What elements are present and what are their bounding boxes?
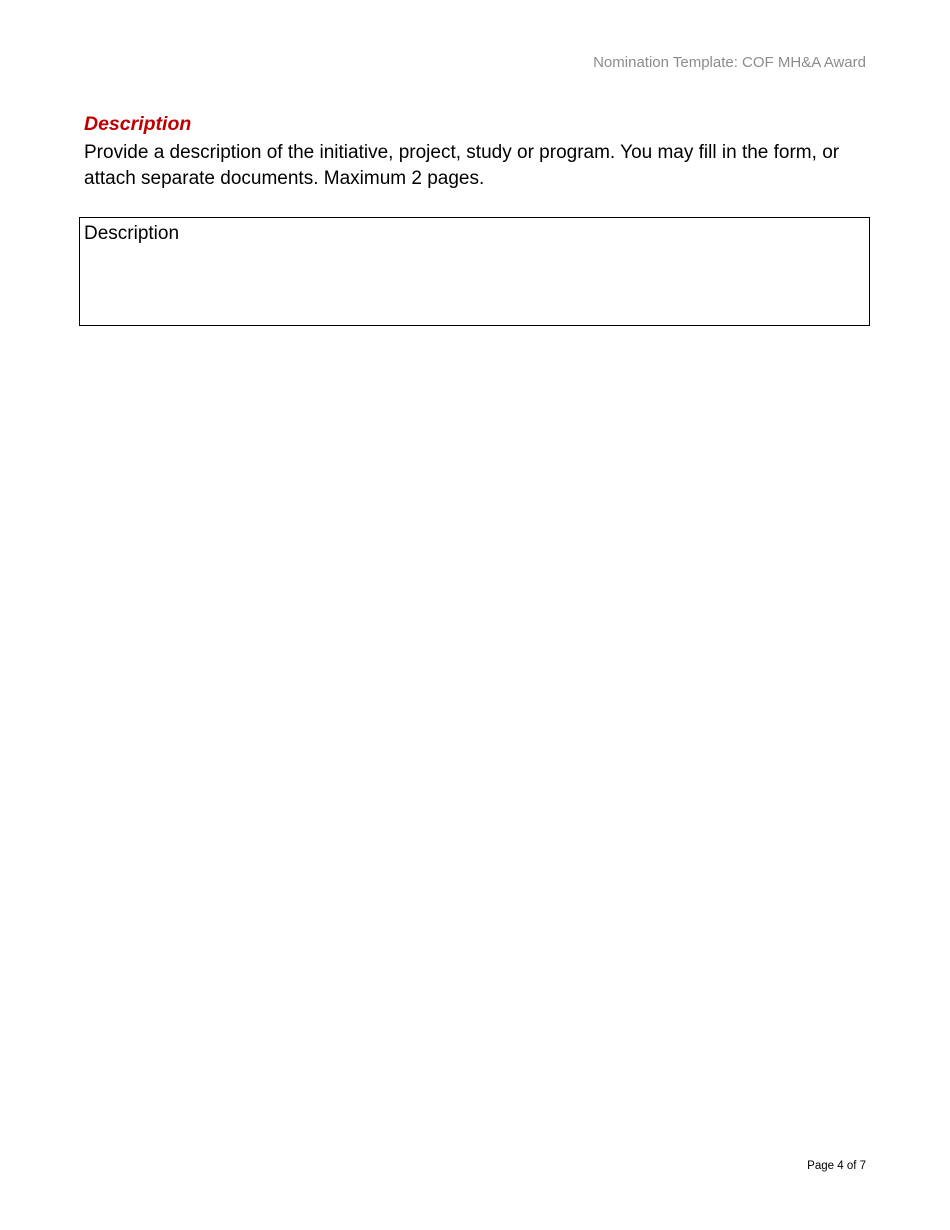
section-title: Description <box>84 113 192 135</box>
page-number: Page 4 of 7 <box>807 1160 866 1172</box>
page-header-title: Nomination Template: COF MH&A Award <box>593 54 866 71</box>
section-instructions: Provide a description of the initiative, project, study or program. You may fill in the form, or attach separate documents. Maximum 2 pages. <box>84 142 840 189</box>
description-field-label: Description <box>84 223 180 244</box>
description-field[interactable] <box>79 217 870 326</box>
